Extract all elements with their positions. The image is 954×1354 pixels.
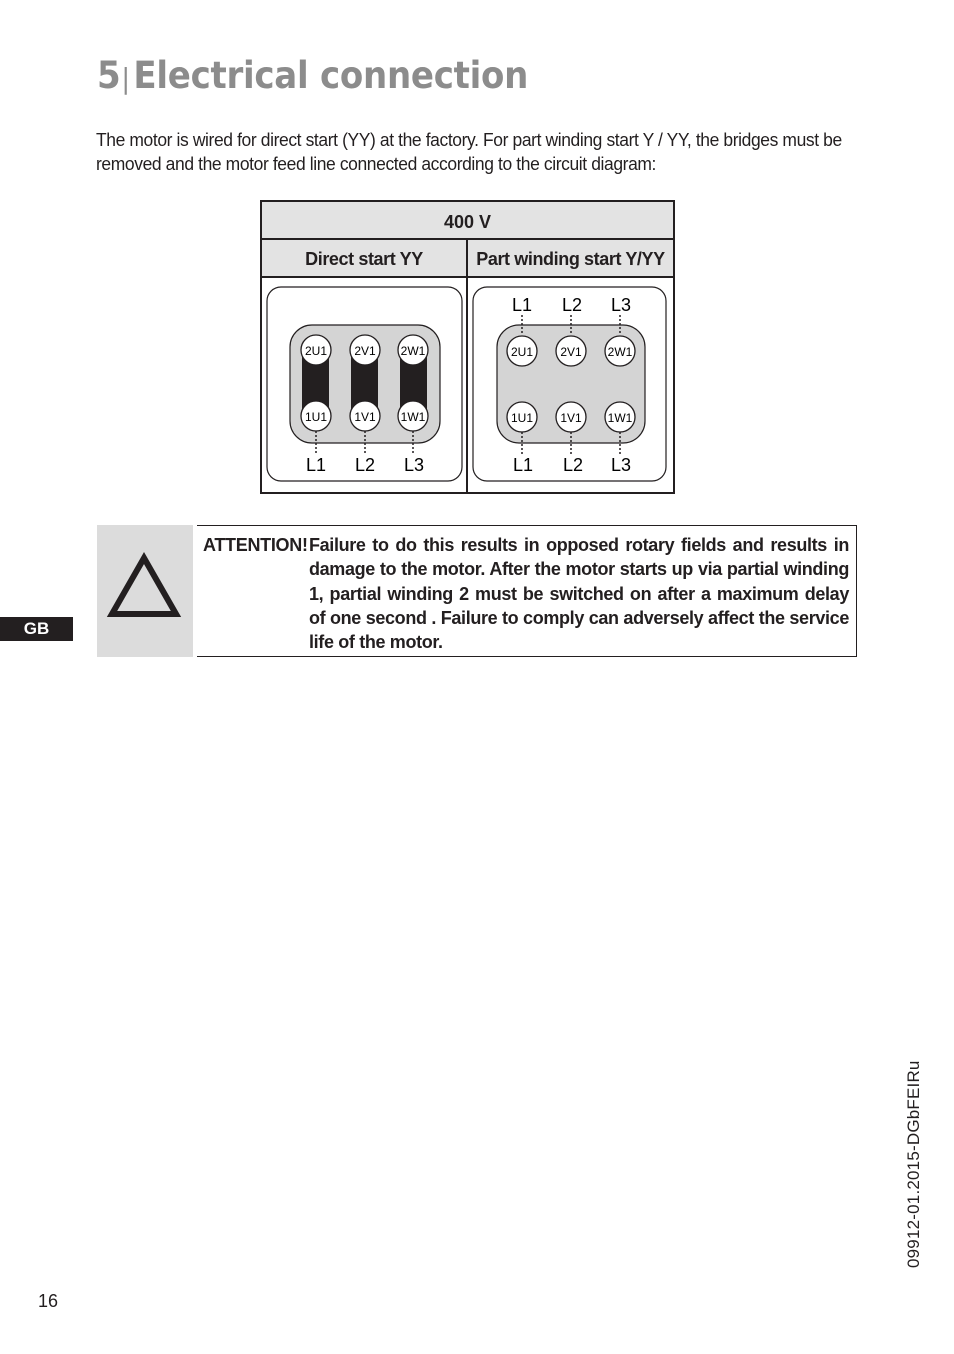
- attention-notice: [97, 525, 857, 657]
- line-label: L2: [562, 455, 584, 475]
- attention-label: ATTENTION!: [203, 535, 308, 555]
- terminal-label: 2V1: [354, 344, 376, 358]
- direct-start-diagram: [267, 287, 462, 481]
- title-separator: |: [121, 62, 130, 95]
- line-label: L2: [354, 455, 376, 475]
- connection-diagram-table: [260, 200, 675, 494]
- warning-triangle-icon: [97, 525, 193, 657]
- part-winding-diagram: [473, 287, 666, 481]
- terminal-label: 2W1: [607, 345, 633, 359]
- section-title: [97, 54, 528, 97]
- terminal-label: 2U1: [510, 345, 534, 359]
- line-label: L3: [610, 295, 632, 315]
- warning-icon-cell: [97, 525, 193, 657]
- terminal-label: 1V1: [354, 410, 376, 424]
- line-label: L1: [305, 455, 327, 475]
- section-number: 5: [97, 54, 121, 97]
- terminal-label: 1U1: [510, 411, 534, 425]
- section-title-text: Electrical connection: [133, 54, 529, 97]
- terminal-label: 2V1: [560, 345, 582, 359]
- line-label: L3: [610, 455, 632, 475]
- terminal-label: 1U1: [304, 410, 328, 424]
- attention-text: Failure to do this results in opposed rotary fields and results in damage to the motor. After the motor starts up via partial winding 1, partial winding 2 must be switched on after a maximum delay of one second . Failure to comply can adversely affect the service life of the motor.: [309, 535, 849, 653]
- terminal-label: 1W1: [400, 410, 426, 424]
- intro-paragraph: The motor is wired for direct start (YY) at the factory. For part winding start Y / YY, the bridges must be removed and the motor feed line connected according to the circuit diagram:: [96, 130, 842, 174]
- terminal-label: 1W1: [607, 411, 633, 425]
- line-label: L3: [403, 455, 425, 475]
- line-label: L1: [511, 295, 533, 315]
- terminal-label: 2U1: [304, 344, 328, 358]
- direct-start-header: Direct start YY: [262, 240, 468, 278]
- terminal-label: 1V1: [560, 411, 582, 425]
- line-label: L1: [512, 455, 534, 475]
- language-tab: GB: [0, 617, 73, 641]
- document-code: 09912-01.2015-DGbFEIRu: [904, 1060, 923, 1268]
- part-winding-header: Part winding start Y/YY: [468, 240, 673, 278]
- page-number: 16: [38, 1291, 59, 1311]
- voltage-header: 400 V: [262, 202, 673, 240]
- line-label: L2: [561, 295, 583, 315]
- terminal-label: 2W1: [400, 344, 426, 358]
- wiring-diagrams: [262, 278, 673, 492]
